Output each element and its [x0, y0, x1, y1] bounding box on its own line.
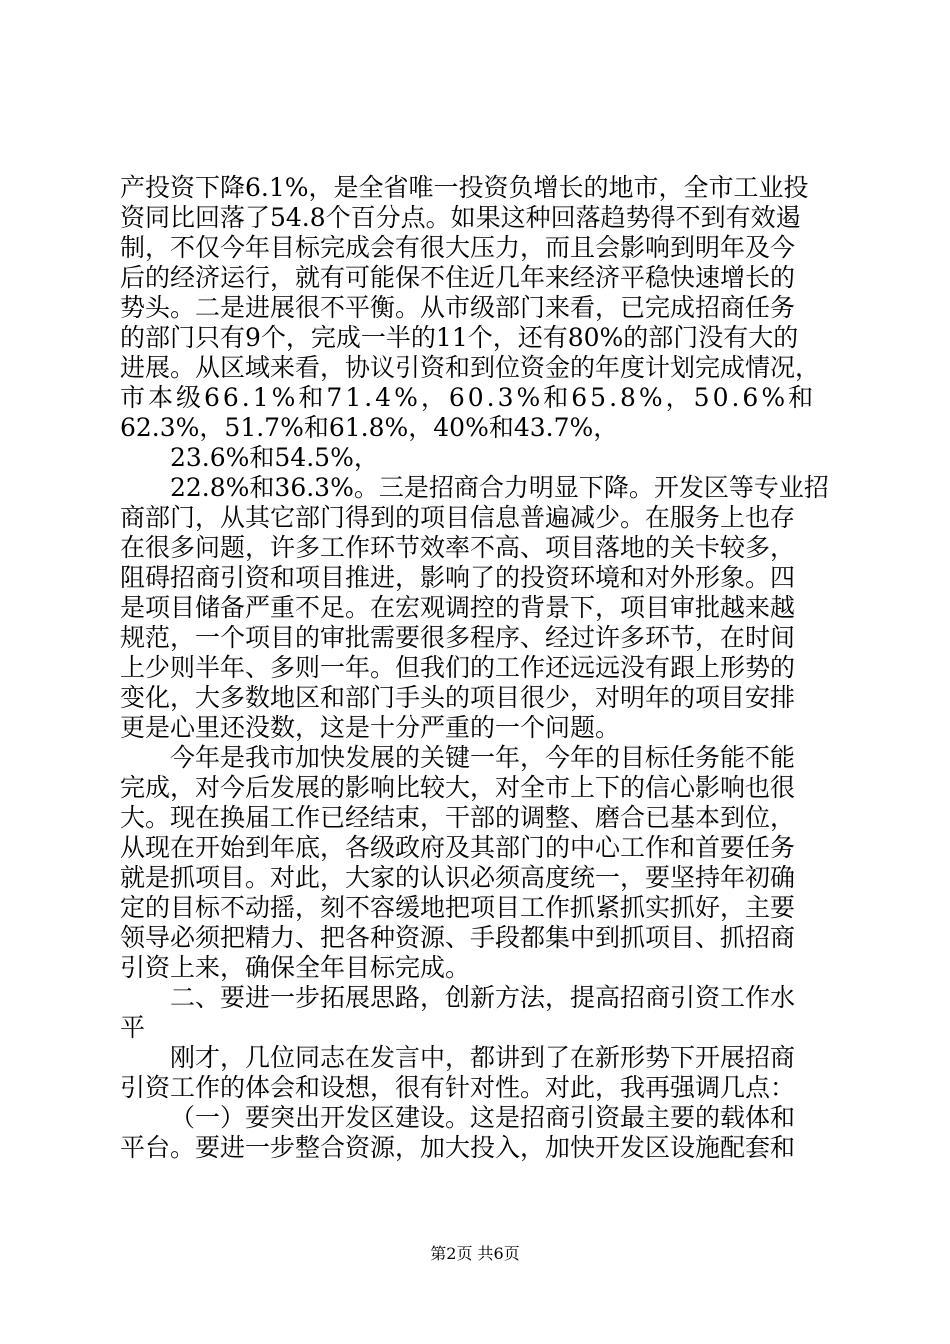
- text-line-18: 变化，大多数地区和部门手头的项目很少，对明年的项目安排: [120, 683, 796, 712]
- text-line-7: 进展。从区域来看，协议引资和到位资金的年度计划完成情况，: [120, 353, 821, 382]
- text-line-24: 就是抓项目。对此，大家的认识必须高度统一，要坚持年初确: [120, 863, 796, 892]
- text-line-14: 阻碍招商引资和项目推进，影响了的投资环境和对外形象。四: [120, 563, 796, 592]
- text-line-19: 更是心里还没数，这是十分严重的一个问题。: [120, 713, 621, 742]
- text-line-12: 商部门，从其它部门得到的项目信息普遍减少。在服务上也存: [120, 503, 796, 532]
- text-line-8: 市本级66.1%和71.4%，60.3%和65.8%，50.6%和: [120, 383, 817, 412]
- text-line-9: 62.3%，51.7%和61.8%，40%和43.7%，: [120, 413, 619, 442]
- text-line-30: 刚才，几位同志在发言中，都讲到了在新形势下开展招商: [170, 1043, 796, 1072]
- text-line-6: 的部门只有9个，完成一半的11个，还有80%的部门没有大的: [120, 323, 799, 352]
- text-line-4: 后的经济运行，就有可能保不住近几年来经济平稳快速增长的: [120, 263, 796, 292]
- text-line-1: 产投资下降6.1%，是全省唯一投资负增长的地市，全市工业投: [120, 173, 809, 202]
- text-line-17: 上少则半年、多则一年。但我们的工作还远远没有跟上形势的: [120, 653, 796, 682]
- text-line-33: 平台。要进一步整合资源，加大投入，加快开发区设施配套和: [120, 1133, 796, 1162]
- text-line-25: 定的目标不动摇，刻不容缓地把项目工作抓紧抓实抓好，主要: [120, 893, 796, 922]
- page-number-footer: 第2页 共6页: [430, 1244, 520, 1263]
- text-line-23: 从现在开始到年底，各级政府及其部门的中心工作和首要任务: [120, 833, 796, 862]
- text-line-15: 是项目储备严重不足。在宏观调控的背景下，项目审批越来越: [120, 593, 796, 622]
- text-line-22: 大。现在换届工作已经结束，干部的调整、磨合已基本到位，: [120, 803, 796, 832]
- text-line-26: 领导必须把精力、把各种资源、手段都集中到抓项目、抓招商: [120, 923, 796, 952]
- text-line-21: 完成，对今后发展的影响比较大，对全市上下的信心影响也很: [120, 773, 796, 802]
- text-line-11: 22.8%和36.3%。三是招商合力明显下降。开发区等专业招: [170, 473, 829, 502]
- text-line-27: 引资上来，确保全年目标完成。: [120, 953, 471, 982]
- text-line-28: 二、要进一步拓展思路，创新方法，提高招商引资工作水: [170, 983, 796, 1012]
- text-line-31: 引资工作的体会和设想，很有针对性。对此，我再强调几点：: [120, 1073, 796, 1102]
- text-line-32: （一）要突出开发区建设。这是招商引资最主要的载体和: [170, 1103, 796, 1132]
- text-line-29: 平: [120, 1013, 146, 1042]
- text-line-20: 今年是我市加快发展的关键一年，今年的目标任务能不能: [170, 743, 796, 772]
- text-line-13: 在很多问题，许多工作环节效率不高、项目落地的关卡较多，: [120, 533, 796, 562]
- text-line-16: 规范，一个项目的审批需要很多程序、经过许多环节，在时间: [120, 623, 796, 652]
- text-line-2: 资同比回落了54.8个百分点。如果这种回落趋势得不到有效遏: [120, 203, 801, 232]
- text-line-10: 23.6%和54.5%，: [170, 443, 379, 472]
- text-line-3: 制，不仅今年目标完成会有很大压力，而且会影响到明年及今: [120, 233, 796, 262]
- text-line-5: 势头。二是进展很不平衡。从市级部门来看，已完成招商任务: [120, 293, 796, 322]
